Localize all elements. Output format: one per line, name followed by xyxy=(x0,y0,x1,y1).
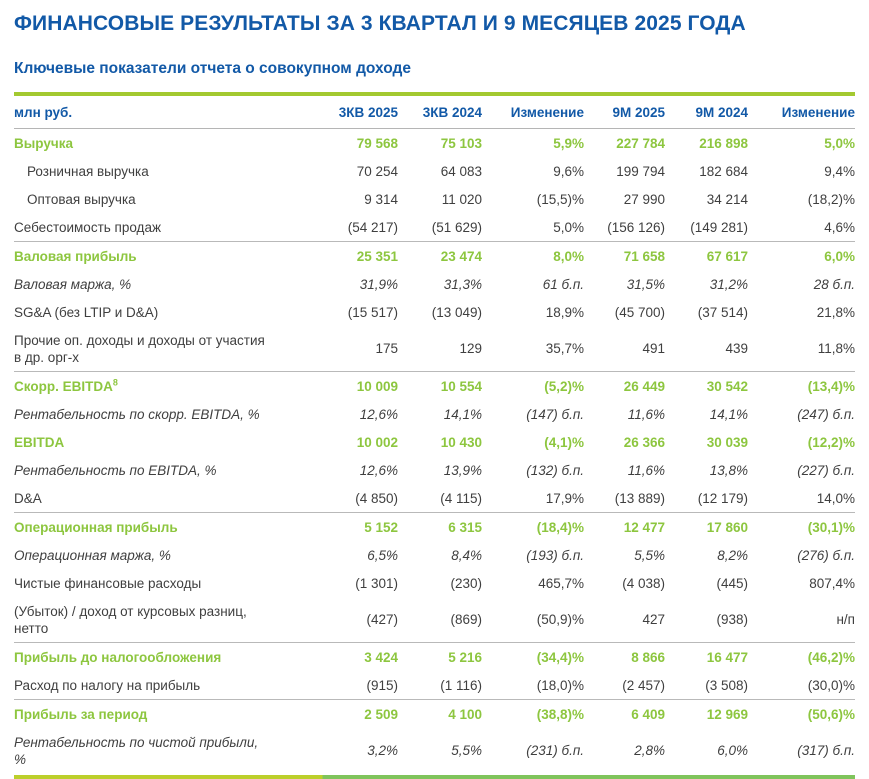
cell-value: 17 860 xyxy=(665,513,748,542)
cell-value: 34 214 xyxy=(706,191,748,207)
table-row xyxy=(14,185,855,213)
column-header-change-9m: Изменение xyxy=(748,96,855,129)
cell-value: 12 477 xyxy=(584,513,665,542)
cell-value: 4,6% xyxy=(824,219,855,235)
cell-value: (247) б.п. xyxy=(797,406,855,422)
cell-value: 8,2% xyxy=(717,547,748,563)
cell-value: 26 449 xyxy=(584,372,665,401)
cell-value: 9,4% xyxy=(824,163,855,179)
cell-value: (4 038) xyxy=(622,575,665,591)
cell-value: 17,9% xyxy=(545,490,584,506)
cell-value: (13,4)% xyxy=(748,372,855,401)
table-row xyxy=(14,326,855,372)
cell-value: 10 009 xyxy=(319,372,398,401)
cell-value: 491 xyxy=(642,341,665,356)
table-row xyxy=(14,400,855,428)
cell-value: 199 794 xyxy=(616,163,665,179)
column-header-9m2024: 9М 2024 xyxy=(665,96,748,129)
cell-value: 3 424 xyxy=(319,643,398,672)
row-label: Себестоимость продаж xyxy=(14,219,161,235)
cell-value: 31,5% xyxy=(626,276,665,292)
cell-value: (18,0)% xyxy=(536,677,584,693)
cell-value: 25 351 xyxy=(319,242,398,271)
row-label: SG&A (без LTIP и D&A) xyxy=(14,304,159,320)
cell-value: 11,6% xyxy=(627,406,665,422)
cell-value: (51 629) xyxy=(431,219,482,235)
cell-value: 64 083 xyxy=(440,163,482,179)
table-header xyxy=(14,96,855,129)
cell-value: 14,1% xyxy=(443,406,482,422)
cell-value: 6,0% xyxy=(748,242,855,271)
cell-value: (193) б.п. xyxy=(526,547,584,563)
cell-value: (1 116) xyxy=(440,677,482,693)
cell-value: (45 700) xyxy=(614,304,665,320)
cell-value: 12,6% xyxy=(359,462,398,478)
cell-value: 35,7% xyxy=(545,341,584,356)
cell-value: 439 xyxy=(725,341,748,356)
row-label: Оптовая выручка xyxy=(27,191,136,207)
cell-value: 465,7% xyxy=(538,575,584,591)
cell-value: 8,0% xyxy=(482,242,584,271)
cell-value: н/п xyxy=(836,612,855,627)
cell-value: (156 126) xyxy=(607,219,665,235)
cell-value: (13 049) xyxy=(431,304,482,320)
cell-value: (54 217) xyxy=(347,219,398,235)
cell-value: 129 xyxy=(459,341,482,356)
cell-value: 175 xyxy=(375,341,398,356)
cell-value: 3,2% xyxy=(367,743,398,758)
cell-value: 28 б.п. xyxy=(813,276,855,292)
cell-value: 6 315 xyxy=(398,513,482,542)
row-label: Валовая маржа, % xyxy=(14,276,132,292)
page-title: ФИНАНСОВЫЕ РЕЗУЛЬТАТЫ ЗА 3 КВАРТАЛ И 9 МЕСЯЦЕВ 2025 ГОДА xyxy=(14,12,746,35)
cell-value: 5,0% xyxy=(824,135,855,151)
cell-value: 75 103 xyxy=(440,135,482,151)
cell-value: 5,5% xyxy=(634,547,665,563)
cell-value: (18,4)% xyxy=(482,513,584,542)
column-header-units: млн руб. xyxy=(14,96,319,129)
cell-value: 4 100 xyxy=(398,700,482,729)
cell-value: 807,4% xyxy=(809,575,855,591)
cell-value: 31,3% xyxy=(443,276,482,292)
cell-value: 10 430 xyxy=(440,434,482,450)
table-row xyxy=(14,270,855,298)
cell-value: 6,5% xyxy=(367,547,398,563)
column-header-3q2025: 3КВ 2025 xyxy=(319,96,398,129)
cell-value: (4,1)% xyxy=(544,434,584,450)
cell-value: (4 850) xyxy=(355,490,398,506)
row-label: EBITDA xyxy=(14,434,65,450)
cell-value: 227 784 xyxy=(616,135,665,151)
cell-value: 8,4% xyxy=(451,547,482,563)
cell-value: 216 898 xyxy=(699,135,748,151)
cell-value: 23 474 xyxy=(398,242,482,271)
row-label: Рентабельность по чистой прибыли, % xyxy=(14,734,259,767)
cell-value: (231) б.п. xyxy=(526,743,584,758)
cell-value: 2 509 xyxy=(319,700,398,729)
cell-value: 26 366 xyxy=(623,434,665,450)
table-row xyxy=(14,513,855,542)
section-subtitle: Ключевые показатели отчета о совокупном доходе xyxy=(14,60,411,77)
cell-value: (12,2)% xyxy=(807,434,855,450)
row-label: Рентабельность по EBITDA, % xyxy=(14,462,217,478)
cell-value: 31,2% xyxy=(709,276,748,292)
cell-value: (50,6)% xyxy=(748,700,855,729)
cell-value: 13,9% xyxy=(443,462,482,478)
cell-value: (938) xyxy=(716,612,748,627)
cell-value: (50,9)% xyxy=(536,612,584,627)
cell-value: 18,9% xyxy=(545,304,584,320)
cell-value: 10 554 xyxy=(398,372,482,401)
cell-value: (30,1)% xyxy=(748,513,855,542)
table-bottom-rule xyxy=(14,775,855,779)
cell-value: (132) б.п. xyxy=(526,462,584,478)
row-label: Скорр. EBITDA$^8$ xyxy=(14,372,319,401)
row-label: Розничная выручка xyxy=(27,163,149,179)
cell-value: 14,0% xyxy=(816,490,855,506)
table-row xyxy=(14,728,855,773)
table-row xyxy=(14,157,855,185)
cell-value: 16 477 xyxy=(665,643,748,672)
cell-value: 30 542 xyxy=(665,372,748,401)
cell-value: (46,2)% xyxy=(748,643,855,672)
table-row xyxy=(14,541,855,569)
cell-value: (38,8)% xyxy=(482,700,584,729)
cell-value: 12 969 xyxy=(665,700,748,729)
cell-value: 11 020 xyxy=(441,191,482,207)
cell-value: (12 179) xyxy=(697,490,748,506)
cell-value: 67 617 xyxy=(665,242,748,271)
row-label: Выручка xyxy=(14,135,73,151)
column-header-change-q: Изменение xyxy=(482,96,584,129)
table-row xyxy=(14,129,855,158)
cell-value: 9,6% xyxy=(553,163,584,179)
cell-value: (149 281) xyxy=(690,219,748,235)
table-row xyxy=(14,242,855,271)
cell-value: 71 658 xyxy=(584,242,665,271)
cell-value: (5,2)% xyxy=(482,372,584,401)
cell-value: (15,5)% xyxy=(536,191,584,207)
column-header-3q2024: 3КВ 2024 xyxy=(398,96,482,129)
table-body xyxy=(14,129,855,774)
cell-value: 10 002 xyxy=(356,434,398,450)
cell-value: 11,6% xyxy=(627,462,665,478)
table-row xyxy=(14,213,855,242)
cell-value: 61 б.п. xyxy=(542,276,584,292)
financial-results-table xyxy=(14,96,855,773)
cell-value: (4 115) xyxy=(440,490,482,506)
row-label: Прочие оп. доходы и доходы от участия в др. орг-х xyxy=(14,332,265,365)
cell-value: 5,5% xyxy=(451,743,482,758)
cell-value: (869) xyxy=(450,612,482,627)
table-row xyxy=(14,671,855,700)
cell-value: 21,8% xyxy=(816,304,855,320)
cell-value: 27 990 xyxy=(623,191,665,207)
column-header-9m2025: 9М 2025 xyxy=(584,96,665,129)
cell-value: 2,8% xyxy=(634,743,665,758)
table-row xyxy=(14,569,855,597)
footnote-marker: 8 xyxy=(112,377,118,387)
cell-value: 11,8% xyxy=(817,341,855,356)
cell-value: 30 039 xyxy=(706,434,748,450)
cell-value: 5 216 xyxy=(398,643,482,672)
cell-value: (317) б.п. xyxy=(797,743,855,758)
cell-value: 182 684 xyxy=(699,163,748,179)
cell-value: (147) б.п. xyxy=(526,406,584,422)
row-label: D&A xyxy=(14,490,42,506)
cell-value: (2 457) xyxy=(622,677,665,693)
row-label: Рентабельность по скорр. EBITDA, % xyxy=(14,406,260,422)
table-row xyxy=(14,372,855,401)
cell-value: 8 866 xyxy=(584,643,665,672)
cell-value: 6 409 xyxy=(584,700,665,729)
cell-value: (37 514) xyxy=(697,304,748,320)
row-label: Операционная прибыль xyxy=(14,513,319,542)
cell-value: 9 314 xyxy=(364,191,398,207)
cell-value: (276) б.п. xyxy=(797,547,855,563)
cell-value: 14,1% xyxy=(709,406,748,422)
cell-value: 70 254 xyxy=(356,163,398,179)
cell-value: 427 xyxy=(642,612,665,627)
row-label: Операционная маржа, % xyxy=(14,547,171,563)
table-row xyxy=(14,700,855,729)
table-row xyxy=(14,643,855,672)
cell-value: 5,9% xyxy=(553,135,584,151)
row-label: Чистые финансовые расходы xyxy=(14,575,202,591)
cell-value: (427) xyxy=(366,612,398,627)
table-header-row xyxy=(14,96,855,129)
table-row xyxy=(14,484,855,513)
cell-value: 5,0% xyxy=(553,219,584,235)
cell-value: (3 508) xyxy=(705,677,748,693)
cell-value: (18,2)% xyxy=(807,191,855,207)
table-row xyxy=(14,428,855,456)
row-label: (Убыток) / доход от курсовых разниц, нетто xyxy=(14,603,247,636)
cell-value: (15 517) xyxy=(347,304,398,320)
row-label: Валовая прибыль xyxy=(14,242,319,271)
row-label: Прибыль до налогообложения xyxy=(14,643,319,672)
row-label: Расход по налогу на прибыль xyxy=(14,677,201,693)
table-row xyxy=(14,456,855,484)
cell-value: 5 152 xyxy=(319,513,398,542)
table-row xyxy=(14,597,855,643)
cell-value: (230) xyxy=(450,575,482,591)
cell-value: 12,6% xyxy=(359,406,398,422)
cell-value: 13,8% xyxy=(709,462,748,478)
table-row xyxy=(14,298,855,326)
cell-value: (227) б.п. xyxy=(797,462,855,478)
cell-value: 31,9% xyxy=(359,276,398,292)
cell-value: 6,0% xyxy=(717,743,748,758)
cell-value: (30,0)% xyxy=(807,677,855,693)
cell-value: (915) xyxy=(366,677,398,693)
cell-value: (13 889) xyxy=(614,490,665,506)
cell-value: (1 301) xyxy=(355,575,398,591)
cell-value: (34,4)% xyxy=(482,643,584,672)
cell-value: 79 568 xyxy=(356,135,398,151)
cell-value: (445) xyxy=(716,575,748,591)
row-label: Прибыль за период xyxy=(14,700,319,729)
